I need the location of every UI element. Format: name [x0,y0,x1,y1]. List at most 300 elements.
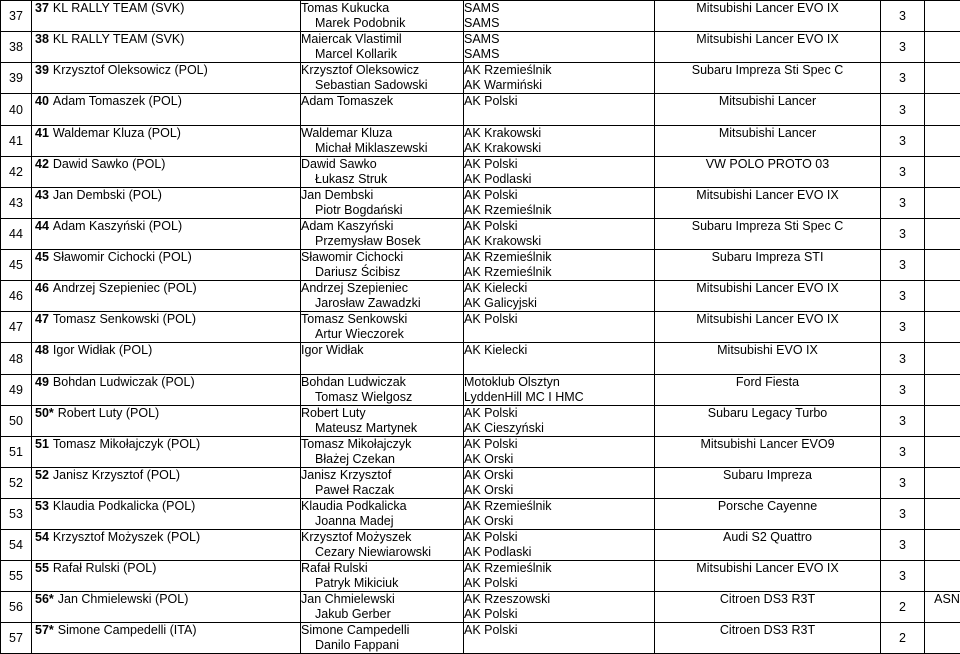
extra-cell [925,94,960,126]
position-cell [1,375,32,406]
position: 47 [9,320,23,334]
position-cell [1,250,32,281]
driver-club: AK Polski [464,94,654,109]
driver-name: Waldemar Kluza [301,126,463,141]
car-model: Citroen DS3 R3T [720,592,815,606]
table-row [1,32,960,63]
driver-club: AK Orski [464,468,654,483]
class-cell [881,561,925,592]
table-row [1,1,960,32]
entrant-cell [32,468,301,499]
entrant-cell [32,592,301,623]
entrant-name: Adam Tomaszek (POL) [53,94,182,108]
driver-club: AK Rzemieślnik [464,561,654,576]
club-cell [464,188,655,219]
entrant-cell [32,157,301,188]
codriver-name: Przemysław Bosek [301,234,463,249]
codriver-club: AK Podlaski [464,172,654,187]
table-row [1,94,960,126]
codriver-club: LyddenHill MC I HMC [464,390,654,405]
extra-cell [925,468,960,499]
codriver-club: AK Krakowski [464,234,654,249]
car-model: Porsche Cayenne [718,499,817,513]
club-cell [464,406,655,437]
codriver-club [464,327,654,342]
start-number: 39 [35,63,49,77]
crew-cell [301,94,464,126]
club-cell [464,126,655,157]
codriver-club: AK Podlaski [464,545,654,560]
position: 52 [9,476,23,490]
codriver-club [464,638,654,653]
position-cell [1,623,32,654]
position: 51 [9,445,23,459]
entry-list-body [1,1,960,654]
driver-name: Maiercak Vlastimil [301,32,463,47]
codriver-name: Piotr Bogdański [301,203,463,218]
club-cell [464,499,655,530]
extra-cell [925,343,960,375]
car-cell [655,312,881,343]
car-cell [655,63,881,94]
driver-club: AK Rzemieślnik [464,250,654,265]
extra-cell [925,312,960,343]
start-number: 52 [35,468,49,482]
codriver-club: AK Warmiński [464,78,654,93]
car-model: Mitsubishi Lancer EVO IX [696,312,838,326]
position: 40 [9,103,23,117]
position-cell [1,530,32,561]
codriver-club: AK Orski [464,514,654,529]
club-cell [464,1,655,32]
driver-club: AK Rzeszowski [464,592,654,607]
table-row [1,281,960,312]
position: 48 [9,352,23,366]
crew-cell [301,312,464,343]
driver-club: AK Rzemieślnik [464,63,654,78]
car-class: 3 [899,9,906,23]
entrant-name: Krzysztof Oleksowicz (POL) [53,63,208,77]
crew-cell [301,623,464,654]
car-class: 3 [899,414,906,428]
crew-cell [301,188,464,219]
position: 46 [9,289,23,303]
club-cell [464,561,655,592]
codriver-name: Marek Podobnik [301,16,463,31]
position-cell [1,188,32,219]
start-number: 38 [35,32,49,46]
driver-club: AK Polski [464,530,654,545]
entrant-name: Klaudia Podkalicka (POL) [53,499,195,513]
codriver-club: AK Rzemieślnik [464,203,654,218]
table-row [1,188,960,219]
extra-cell [925,499,960,530]
position-cell [1,343,32,375]
driver-name: Klaudia Podkalicka [301,499,463,514]
club-cell [464,530,655,561]
car-cell [655,592,881,623]
car-cell [655,126,881,157]
start-number: 45 [35,250,49,264]
table-row [1,126,960,157]
position: 45 [9,258,23,272]
entrant-cell [32,219,301,250]
codriver-name: Jarosław Zawadzki [301,296,463,311]
entrant-cell [32,312,301,343]
car-class: 3 [899,320,906,334]
position-cell [1,94,32,126]
driver-name: Adam Tomaszek [301,94,463,109]
crew-cell [301,157,464,188]
entrant-cell [32,530,301,561]
entrant-name: Rafał Rulski (POL) [53,561,157,575]
car-cell [655,437,881,468]
car-class: 3 [899,476,906,490]
class-cell [881,530,925,561]
position-cell [1,406,32,437]
extra-cell [925,126,960,157]
entrant-cell [32,623,301,654]
entrant-cell [32,499,301,530]
car-cell [655,530,881,561]
extra-cell [925,157,960,188]
driver-club: AK Polski [464,406,654,421]
driver-club: AK Polski [464,219,654,234]
position: 41 [9,134,23,148]
codriver-club [464,358,654,373]
driver-name: Rafał Rulski [301,561,463,576]
car-cell [655,499,881,530]
entrant-cell [32,32,301,63]
extra-cell [925,32,960,63]
club-cell [464,375,655,406]
position-cell [1,157,32,188]
car-class: 3 [899,71,906,85]
position-cell [1,437,32,468]
car-cell [655,406,881,437]
car-model: VW POLO PROTO 03 [706,157,829,171]
car-cell [655,188,881,219]
entrant-cell [32,561,301,592]
car-cell [655,219,881,250]
codriver-club: AK Polski [464,607,654,622]
table-row [1,406,960,437]
driver-name: Tomas Kukucka [301,1,463,16]
class-cell [881,499,925,530]
entrant-cell [32,126,301,157]
driver-club: AK Kielecki [464,281,654,296]
table-row [1,592,960,623]
class-cell [881,126,925,157]
codriver-club: AK Polski [464,576,654,591]
position: 43 [9,196,23,210]
extra-cell [925,623,960,654]
codriver-club: AK Rzemieślnik [464,265,654,280]
car-class: 3 [899,507,906,521]
position-cell [1,499,32,530]
entrant-name: Adam Kaszyński (POL) [53,219,182,233]
extra-note: ASN [934,592,960,606]
start-number: 54 [35,530,49,544]
table-row [1,468,960,499]
table-row [1,219,960,250]
extra-cell [925,437,960,468]
position-cell [1,219,32,250]
club-cell [464,592,655,623]
car-class: 3 [899,289,906,303]
crew-cell [301,250,464,281]
driver-name: Tomasz Senkowski [301,312,463,327]
club-cell [464,281,655,312]
driver-club: AK Krakowski [464,126,654,141]
entrant-cell [32,63,301,94]
crew-cell [301,437,464,468]
extra-cell [925,250,960,281]
extra-cell [925,63,960,94]
codriver-name: Marcel Kollarik [301,47,463,62]
car-model: Subaru Impreza [723,468,812,482]
driver-name: Sławomir Cichocki [301,250,463,265]
car-cell [655,94,881,126]
driver-name: Janisz Krzysztof [301,468,463,483]
car-class: 3 [899,134,906,148]
extra-cell [925,1,960,32]
club-cell [464,343,655,375]
car-model: Subaru Impreza STI [712,250,824,264]
car-model: Subaru Impreza Sti Spec C [692,219,843,233]
entrant-name: Krzysztof Możyszek (POL) [53,530,200,544]
car-model: Citroen DS3 R3T [720,623,815,637]
table-row [1,312,960,343]
crew-cell [301,63,464,94]
codriver-club: AK Galicyjski [464,296,654,311]
entrant-cell [32,375,301,406]
class-cell [881,188,925,219]
crew-cell [301,406,464,437]
crew-cell [301,219,464,250]
entrant-cell [32,250,301,281]
position-cell [1,32,32,63]
entrant-name: Bohdan Ludwiczak (POL) [53,375,195,389]
driver-club: AK Polski [464,157,654,172]
start-number: 46 [35,281,49,295]
car-class: 3 [899,196,906,210]
car-cell [655,250,881,281]
table-row [1,499,960,530]
car-cell [655,281,881,312]
crew-cell [301,468,464,499]
club-cell [464,63,655,94]
car-model: Mitsubishi Lancer EVO9 [700,437,834,451]
table-row [1,250,960,281]
crew-cell [301,1,464,32]
entrant-name: Waldemar Kluza (POL) [53,126,181,140]
car-class: 3 [899,165,906,179]
entrant-cell [32,94,301,126]
entrant-cell [32,406,301,437]
start-number: 56* [35,592,54,606]
class-cell [881,343,925,375]
driver-name: Bohdan Ludwiczak [301,375,463,390]
driver-name: Jan Chmielewski [301,592,463,607]
position: 38 [9,40,23,54]
entrant-name: KL RALLY TEAM (SVK) [53,1,185,15]
start-number: 51 [35,437,49,451]
position-cell [1,468,32,499]
car-model: Audi S2 Quattro [723,530,812,544]
entrant-cell [32,437,301,468]
codriver-name: Łukasz Struk [301,172,463,187]
entrant-cell [32,281,301,312]
codriver-name: Artur Wieczorek [301,327,463,342]
car-model: Mitsubishi Lancer EVO IX [696,188,838,202]
class-cell [881,406,925,437]
car-cell [655,157,881,188]
entrant-name: Jan Dembski (POL) [53,188,162,202]
club-cell [464,32,655,63]
entrant-name: Jan Chmielewski (POL) [58,592,189,606]
car-model: Ford Fiesta [736,375,799,389]
position-cell [1,592,32,623]
car-model: Mitsubishi Lancer [719,126,816,140]
car-class: 3 [899,40,906,54]
entrant-name: Igor Widłak (POL) [53,343,152,357]
codriver-name: Danilo Fappani [301,638,463,653]
start-number: 41 [35,126,49,140]
table-row [1,561,960,592]
codriver-club: SAMS [464,47,654,62]
car-class: 3 [899,103,906,117]
car-model: Mitsubishi Lancer EVO IX [696,32,838,46]
driver-club: Motoklub Olsztyn [464,375,654,390]
codriver-club: AK Orski [464,452,654,467]
start-number: 40 [35,94,49,108]
car-class: 3 [899,258,906,272]
class-cell [881,157,925,188]
start-number: 42 [35,157,49,171]
class-cell [881,63,925,94]
class-cell [881,1,925,32]
codriver-name: Joanna Madej [301,514,463,529]
start-number: 43 [35,188,49,202]
extra-cell [925,530,960,561]
extra-cell [925,188,960,219]
entrant-name: Andrzej Szepieniec (POL) [53,281,197,295]
driver-name: Jan Dembski [301,188,463,203]
driver-club: AK Rzemieślnik [464,499,654,514]
club-cell [464,219,655,250]
position: 55 [9,569,23,583]
table-row [1,437,960,468]
car-model: Subaru Impreza Sti Spec C [692,63,843,77]
entrant-name: Robert Luty (POL) [58,406,159,420]
driver-name: Andrzej Szepieniec [301,281,463,296]
crew-cell [301,126,464,157]
crew-cell [301,561,464,592]
position: 57 [9,631,23,645]
position-cell [1,312,32,343]
car-model: Mitsubishi Lancer EVO IX [696,561,838,575]
start-number: 53 [35,499,49,513]
entrant-name: Sławomir Cichocki (POL) [53,250,192,264]
car-class: 3 [899,383,906,397]
start-number: 44 [35,219,49,233]
car-class: 3 [899,352,906,366]
car-class: 3 [899,569,906,583]
extra-cell [925,375,960,406]
codriver-name: Sebastian Sadowski [301,78,463,93]
driver-name: Krzysztof Oleksowicz [301,63,463,78]
driver-club: AK Polski [464,437,654,452]
car-class: 3 [899,227,906,241]
class-cell [881,468,925,499]
class-cell [881,592,925,623]
start-number: 48 [35,343,49,357]
crew-cell [301,530,464,561]
driver-name: Tomasz Mikołajczyk [301,437,463,452]
car-model: Mitsubishi EVO IX [717,343,818,357]
car-cell [655,561,881,592]
codriver-name: Tomasz Wielgosz [301,390,463,405]
extra-cell [925,281,960,312]
extra-cell [925,219,960,250]
position-cell [1,126,32,157]
driver-club: AK Polski [464,188,654,203]
codriver-club: AK Krakowski [464,141,654,156]
driver-name: Krzysztof Możyszek [301,530,463,545]
codriver-club: SAMS [464,16,654,31]
extra-cell [925,592,960,623]
crew-cell [301,592,464,623]
position: 53 [9,507,23,521]
class-cell [881,219,925,250]
class-cell [881,32,925,63]
car-cell [655,32,881,63]
start-number: 37 [35,1,49,15]
start-number: 49 [35,375,49,389]
class-cell [881,623,925,654]
codriver-name: Dariusz Ścibisz [301,265,463,280]
table-row [1,530,960,561]
class-cell [881,312,925,343]
class-cell [881,375,925,406]
car-model: Mitsubishi Lancer EVO IX [696,281,838,295]
codriver-club [464,109,654,124]
entrant-cell [32,343,301,375]
entrant-name: Tomasz Senkowski (POL) [53,312,196,326]
position: 37 [9,9,23,23]
position: 44 [9,227,23,241]
crew-cell [301,499,464,530]
codriver-name: Patryk Mikiciuk [301,576,463,591]
car-model: Mitsubishi Lancer EVO IX [696,1,838,15]
extra-cell [925,561,960,592]
club-cell [464,94,655,126]
codriver-name: Cezary Niewiarowski [301,545,463,560]
entrant-name: Simone Campedelli (ITA) [58,623,197,637]
car-class: 2 [899,600,906,614]
car-model: Mitsubishi Lancer [719,94,816,108]
position: 50 [9,414,23,428]
codriver-club: AK Cieszyński [464,421,654,436]
position-cell [1,281,32,312]
codriver-name: Paweł Raczak [301,483,463,498]
start-number: 50* [35,406,54,420]
position: 56 [9,600,23,614]
driver-name: Adam Kaszyński [301,219,463,234]
position: 54 [9,538,23,552]
class-cell [881,94,925,126]
